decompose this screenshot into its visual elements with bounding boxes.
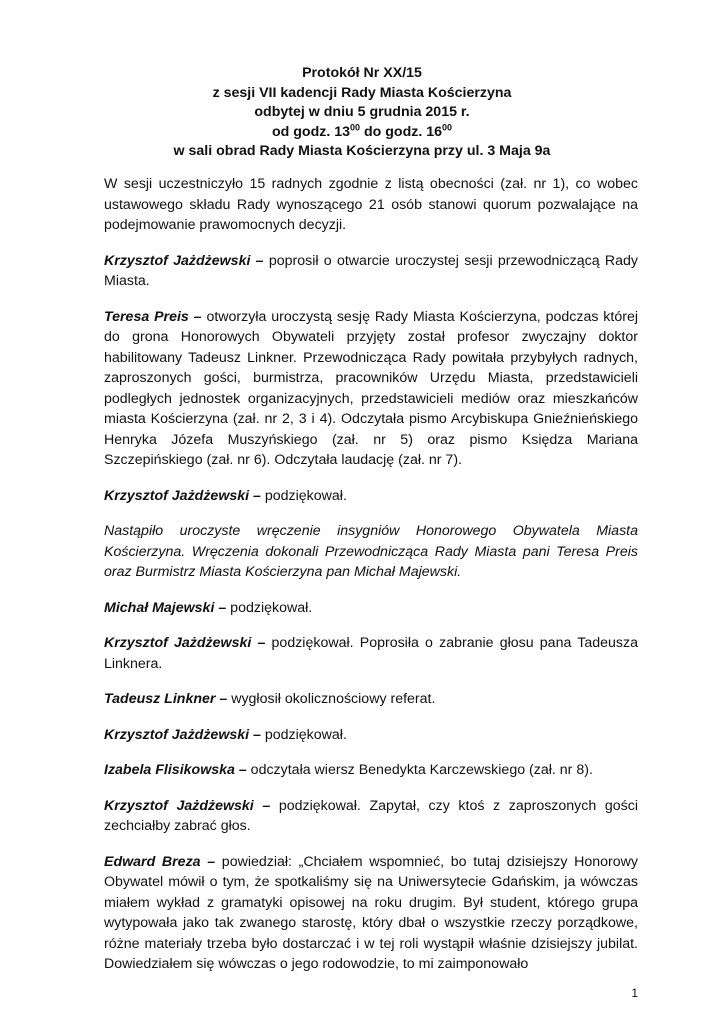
session-line: z sesji VII kadencji Rady Miasta Kościerzyna [212,84,512,101]
speaker-name: Teresa Preis – [104,308,202,325]
speaker-name: Krzysztof Jażdżewski – [104,797,271,814]
location-line: w sali obrad Rady Miasta Kościerzyna przy ul. 3 Maja 9a [173,143,551,159]
speaker-name: Krzysztof Jażdżewski – [104,726,261,743]
page-number: 1 [631,986,638,1000]
time-line: od godz. $13^{00}$ do godz. $16^{00}$ [271,121,453,140]
paragraph: Michał Majewski – podziękował. [104,599,313,616]
speaker-name: Krzysztof Jażdżewski – [104,635,266,651]
paragraph: Krzysztof Jażdżewski – poprosił o otwarcie uroczystej sesji przewodniczącą Rady Miasta. [104,252,638,289]
paragraph: Edward Breza – powiedział: „Chciałem wspomnieć, bo tutaj dzisiejszy Honorowy Obywatel mówił o tym, że spotkaliśmy się na Uniwersytecie Gdańskim, ja wówczas miałem wykład z gramatyki opisowej na roku drugim. Był student, którego grupa wytypowała jako tak zwanego starostę, który dbał o wszystkie rzeczy porządkowe, różne materiały trzeba było dostarczać i w tej roli wystąpił właśnie dzisiejszy jubilat. Dowiedziałem się wówczas o jego rodowodzie, to mi zaimponowało [104,853,638,972]
paragraph: Teresa Preis – otworzyła uroczystą sesję Rady Miasta Kościerzyna, podczas której do grona Honorowych Obywateli przyjęty został profesor zwyczajny doktor habilitowany Tadeusz Linkner. Przewodnicząca Rady powitała przybyłych radnych, zaproszonych gości, burmistrza, pracowników Urzędu Miasta, przedstawicieli podległych jednostek organizacyjnych, przedstawicieli mediów oraz mieszkańców miasta Kościerzyna (zał. nr 2, 3 i 4). Odczytała pismo Arcybiskupa Gnieźnieńskiego Henryka Józefa Muszyńskiego (zał. nr 5) oraz pismo Księdza Mariana Szczepińskiego (zał. nr 6). Odczytała laudację (zał. nr 7). [104,308,639,468]
paragraph-italic: Nastąpiło uroczyste wręczenie insygniów Honorowego Obywatela Miasta Kościerzyna. Wręczenia dokonali Przewodnicząca Rady Miasta pani Teresa Preis oraz Burmistrz Miasta Kościerzyna pan Michał Majewski. [104,523,638,580]
paragraph: Krzysztof Jażdżewski – podziękował. Zapytał, czy ktoś z zaproszonych gości zechciałby zabrać głos. [104,797,638,834]
speaker-name: Tadeusz Linkner – [104,691,228,707]
protocol-body [104,174,638,990]
paragraph: Krzysztof Jażdżewski – podziękował. [104,487,347,504]
paragraph: Krzysztof Jażdżewski – podziękował. Poprosiła o zabranie głosu pana Tadeusza Linknera. [104,635,638,672]
paragraph: Krzysztof Jażdżewski – podziękował. [104,726,347,743]
speaker-name: Izabela Flisikowska – [104,762,247,778]
paragraph: Tadeusz Linkner – wygłosił okolicznościowy referat. [104,691,436,707]
speaker-name: Edward Breza – [104,853,216,870]
speaker-name: Krzysztof Jażdżewski – [104,487,261,504]
paragraph: W sesji uczestniczyło 15 radnych zgodnie z listą obecności (zał. nr 1), co wobec ustawowego składu Rady wynoszącego 21 osób stanowi quorum pozwalające na podejmowanie prawomocnych decyzji. [104,176,638,233]
paragraph: Izabela Flisikowska – odczytała wiersz Benedykta Karczewskiego (zał. nr 8). [104,762,593,778]
date-line: odbytej w dniu 5 grudnia 2015 r. [254,104,470,120]
speaker-name: Krzysztof Jażdżewski – [104,252,264,269]
protocol-header [0,64,724,162]
speaker-name: Michał Majewski – [104,599,227,616]
protocol-title: Protokół Nr XX/15 [302,65,422,81]
